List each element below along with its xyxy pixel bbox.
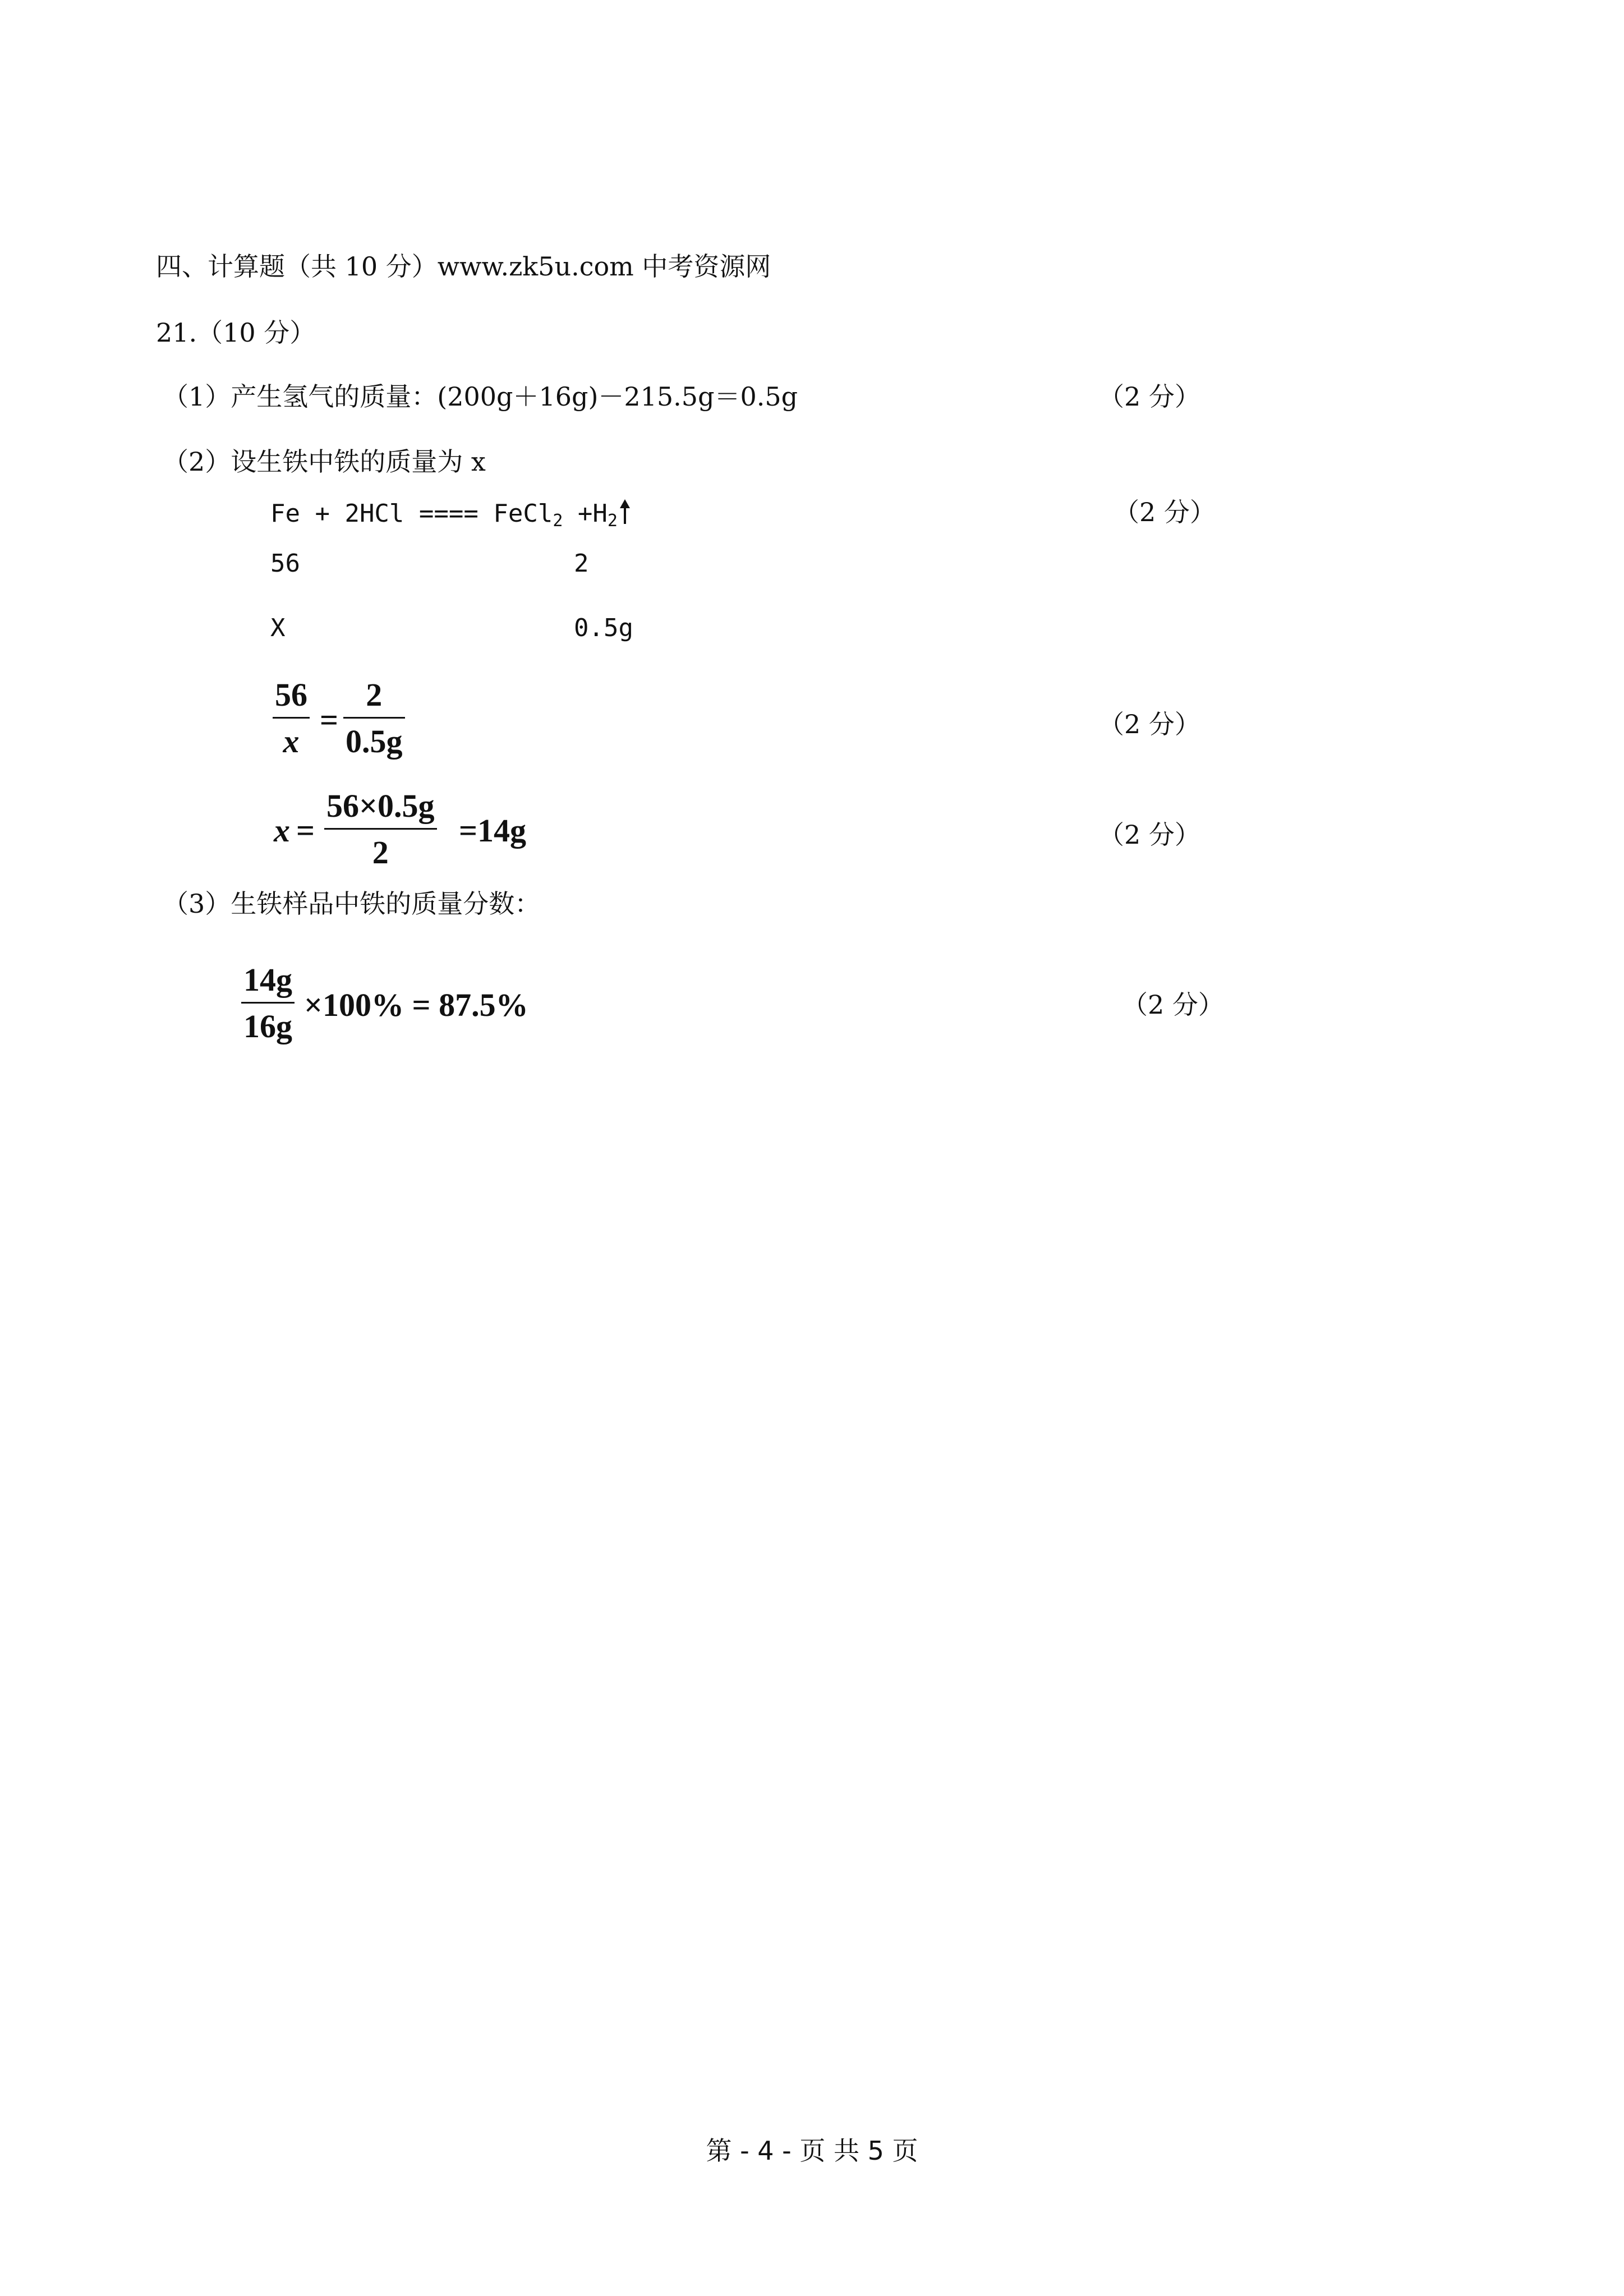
solve-den: 2 (372, 834, 389, 871)
proportion-num1: 56 (275, 677, 307, 713)
proportion-fraction-left (273, 679, 310, 758)
solve-score: （2 分） (1098, 820, 1200, 850)
proportion-den1: x (283, 723, 300, 760)
proportion-fraction-right (343, 679, 405, 758)
part3-score: （2 分） (1122, 990, 1224, 1020)
fraction-bar (273, 717, 310, 719)
proportion-den2: 0.5g (346, 723, 403, 760)
ratio-fe-1: 56 (270, 549, 300, 578)
solve-num: 56×0.5g (326, 788, 435, 824)
proportion-score: （2 分） (1098, 709, 1200, 739)
mass-fraction (241, 961, 295, 1045)
equation-sub1: 2 (553, 511, 563, 531)
part1-score: （2 分） (1098, 381, 1200, 412)
section-heading: 四、计算题（共 10 分）www.zk5u.com 中考资源网 (156, 251, 771, 282)
ratio-h2-1: 2 (574, 549, 589, 578)
chemical-equation (270, 499, 630, 530)
equation-mid: +H (563, 499, 608, 528)
part2-intro: （2）设生铁中铁的质量为 x (163, 447, 486, 477)
fraction-bar (324, 828, 437, 830)
equation-score: （2 分） (1114, 497, 1216, 527)
solve-equals: = (296, 812, 315, 849)
proportion-num2: 2 (366, 677, 383, 713)
mass-den: 16g (243, 1008, 292, 1045)
fraction-bar (241, 1002, 295, 1004)
gas-arrow-icon (620, 499, 630, 524)
ratio-fe-2: X (270, 614, 286, 642)
proportion-equals: = (320, 702, 339, 738)
solve-rhs: =14g (459, 812, 527, 849)
equation-sub2: 2 (607, 511, 618, 531)
part3-intro: （3）生铁样品中铁的质量分数： (163, 889, 541, 919)
part1-text: （1）产生氢气的质量：(200g＋16g)－215.5g＝0.5g (163, 381, 798, 412)
page-footer: 第 - 4 - 页 共 5 页 (706, 2136, 918, 2166)
equation-left: Fe + 2HCl ==== FeCl (270, 499, 553, 528)
solve-fraction (324, 790, 437, 869)
ratio-h2-2: 0.5g (574, 614, 633, 642)
solve-lhs: x (274, 812, 290, 849)
mass-num: 14g (243, 961, 292, 998)
mass-rhs: ×100% = 87.5% (304, 987, 528, 1023)
fraction-bar (343, 717, 405, 719)
question-number: 21.（10 分） (156, 318, 316, 348)
